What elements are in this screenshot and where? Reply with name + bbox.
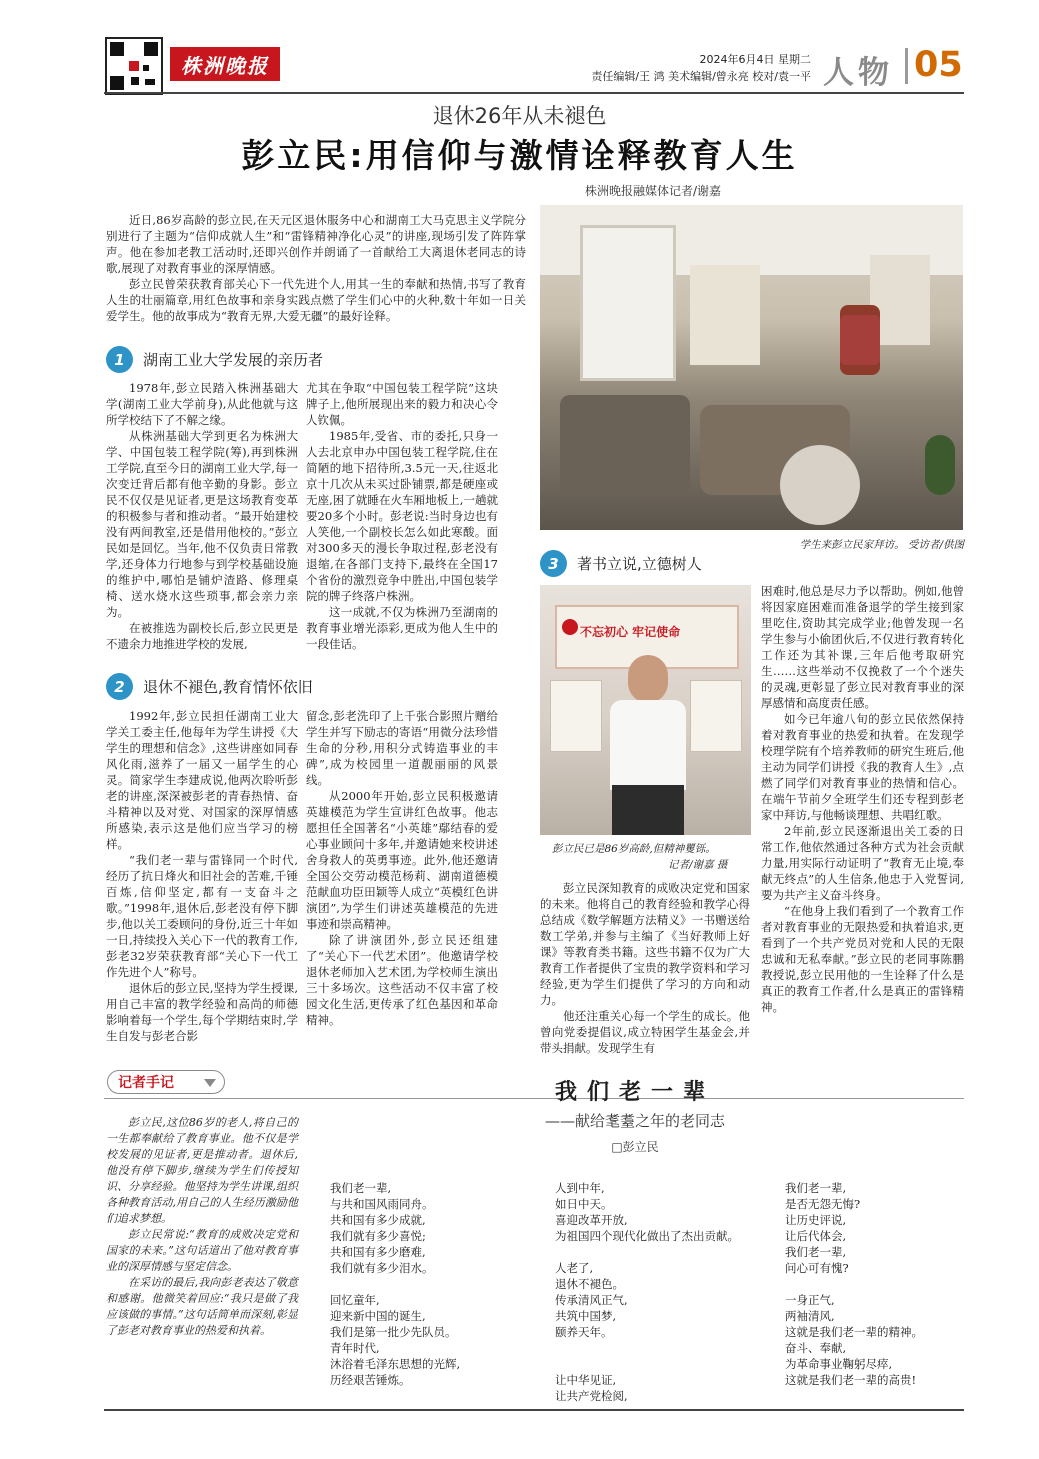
body-paragraph: 1992年,彭立民担任湖南工业大学关工委主任,他每年为学生讲授《大学生的理想和信念》,这些讲座如同春风化雨,滋养了一届又一届学生的心灵。简家学生李建成说,他两次聆听彭老的讲座,深深被彭老的青春热情、奋斗精神以及对党、对国家的深厚情感所感染,表示这是他们应当学习的榜样。 [106, 709, 298, 851]
poem-line: 我们老一辈, [785, 1245, 847, 1259]
poem-line: 迎来新中国的诞生, [330, 1309, 426, 1323]
poem-line: 两袖清风, [785, 1309, 835, 1323]
body-paragraph: 彭立民深知教育的成败决定党和国家的未来。他将自己的教育经验和教学心得总结成《数学解题方法精义》一书赠送给数工学弟,并参与主编了《当好教师上好课》等教育类书籍。这些书籍不仅为广大教育工作者提供了宝贵的教学资料和学习经验,更为学生们提供了学习的方向和动力。 [540, 881, 750, 1007]
poem-line: 让中华见证, [555, 1373, 617, 1387]
poem-line: 与共和国风雨同舟。 [330, 1197, 434, 1211]
section-1-col-a [106, 380, 298, 652]
poem-line: 让后代体会, [785, 1229, 847, 1243]
poem-subtitle: ——献给耄耋之年的老同志 [544, 1112, 725, 1130]
article-intro [106, 212, 526, 324]
body-paragraph: “在他身上我们看到了一个教育工作者对教育事业的无限热爱和执着追求,更看到了一个共产党员对党和人民的无限忠诚和无私奉献。”彭立民的老同事陈鹏教授说,彭立民用他的一生诠释了什么是真正的教育工作者,什么是真正的雷锋精神。 [761, 904, 964, 1014]
intro-paragraph: 彭立民曾荣获教育部关心下一代先进个人,用其一生的奉献和热情,书写了教育人生的壮丽篇章,用红色故事和亲身实践点燃了学生们心中的火种,数十年如一日关爱学生。他的故事成为“教育无界,大爱无疆”的最好诠释。 [106, 277, 526, 323]
top-rule [104, 92, 964, 94]
poem-line: 传承清风正气, [555, 1293, 628, 1307]
poem-line: 让共产党检阅, [555, 1389, 628, 1403]
poem-line: 共和国有多少磨难, [330, 1245, 426, 1259]
qr-code [105, 37, 163, 95]
notes-paragraph: 彭立民,这位86岁的老人,将自己的一生都奉献给了教育事业。他不仅是学校发展的见证者,更是推动者。退休后,他没有停下脚步,继续为学生们传授知识、分享经验。他坚持为学生讲课,组织各种教育活动,用自己的人生经历激励他们追求梦想。 [106, 1116, 298, 1225]
article-kicker: 退休26年从未褪色 [432, 104, 607, 128]
poem-line: 问心可有愧? [785, 1261, 849, 1275]
notes-paragraph: 在采访的最后,我向彭老表达了敬意和感谢。他微笑着回应:“我只是做了我应该做的事情。”这句话简单而深刻,彰显了彭老对教育事业的热爱和执着。 [106, 1276, 298, 1337]
body-paragraph: 这一成就,不仅为株洲乃至湖南的教育事业增光添彩,更成为他人生中的一段佳话。 [306, 605, 498, 651]
body-paragraph: 困难时,他总是尽力予以帮助。例如,他曾将因家庭困难而准备退学的学生接到家里吃住,资助其完成学业;他曾发现一名学生参与小偷团伙后,不仅进行教育转化工作还为其补课,三年后他考取研究生……这些举动不仅挽救了一个个迷失的灵魂,更彰显了彭立民对教育事业的深厚感情和高度责任感。 [761, 584, 964, 710]
section-2-heading [106, 673, 313, 700]
body-paragraph: 1978年,彭立民踏入株洲基础大学(湖南工业大学前身),从此他就与这所学校结下了不解之缘。 [106, 381, 298, 427]
poem-column-2 [555, 1180, 765, 1404]
group-visit-photo [540, 205, 963, 530]
poem-line: 我们是第一批少先队员。 [330, 1325, 457, 1339]
portrait-photo [540, 585, 751, 835]
section-number-badge: 2 [106, 673, 133, 700]
poem-line: 共和国有多少成就, [330, 1213, 426, 1227]
poem-line: 我们老一辈, [330, 1181, 392, 1195]
poem-line: 一身正气, [785, 1293, 835, 1307]
poem-line: 我们就有多少泪水。 [330, 1261, 434, 1275]
body-paragraph: 除了讲演团外,彭立民还组建了“关心下一代艺术团”。他邀请学校退休老师加入艺术团,为学校师生演出三十多场次。这些活动不仅丰富了校园文化生活,更传承了红色基因和革命精神。 [306, 933, 498, 1027]
poem-line: 历经艰苦锤炼。 [330, 1373, 411, 1387]
poem-line: 颐养天年。 [555, 1325, 613, 1339]
poem-column-1 [330, 1180, 510, 1388]
poem-title: 我们老一辈 [554, 1079, 715, 1105]
body-paragraph: 留念,彭老洗印了上千张合影照片赠给学生并写下励志的寄语“用微分法珍惜生命的分秒,用积分式铸造事业的丰碑”,成为校园里一道靓丽丽的风景线。 [306, 709, 498, 787]
body-paragraph: 从株洲基础大学到更名为株洲大学、中国包装工程学院(筹),再到株洲工学院,直至今日的湖南工业大学,每一次变迁背后都有他辛勤的身影。彭立民不仅仅是见证者,更是这场教育变革的积极参与者和推动者。“最开始建校没有两间教室,还是借用他校的。”彭立民如是回忆。当年,他不仅负责日常教学,还身体力行地参与到学校基础设施的维护中,哪怕是铺炉渣路、修理桌椅、送水烧水这些琐事,都会亲力亲为。 [106, 429, 298, 619]
section-3-right-col [761, 583, 964, 1015]
poem-line: 沐浴着毛泽东思想的光辉, [330, 1357, 461, 1371]
poem-line: 为祖国四个现代化做出了杰出贡献。 [555, 1229, 739, 1243]
article-byline: 株洲晚报融媒体记者/谢嘉 [584, 184, 721, 198]
poem-author: □彭立民 [611, 1140, 659, 1154]
poem-line: 人到中年, [555, 1181, 605, 1195]
poem-line: 人老了, [555, 1261, 594, 1275]
poem-line: 青年时代, [330, 1341, 380, 1355]
newspaper-logo: 株洲晚报 [170, 47, 280, 81]
section-title: 退休不褪色,教育情怀依旧 [143, 678, 313, 696]
page-number: 05 [914, 45, 963, 85]
photo-caption: 学生来彭立民家拜访。 受访者/供图 [799, 539, 964, 551]
section-number-badge: 3 [540, 550, 567, 577]
poem-line: 是否无怨无悔? [785, 1197, 861, 1211]
chevron-down-icon [204, 1079, 216, 1087]
notes-tag-label: 记者手记 [118, 1075, 174, 1091]
poem-line: 退休不褪色。 [555, 1277, 624, 1291]
reporter-notes [106, 1115, 298, 1339]
body-paragraph: 2年前,彭立民逐渐退出关工委的日常工作,他依然通过各种方式为社会贡献力量,用实际行动证明了“教育无止境,奉献无终点”的人生信条,他忠于入党誓词,要为共产主义奋斗终身。 [761, 824, 964, 902]
body-paragraph: 在被推选为副校长后,彭立民更是不遗余力地推进学校的发展, [106, 621, 298, 651]
poem-line: 回忆童年, [330, 1293, 380, 1307]
poem-line: 如日中天。 [555, 1197, 613, 1211]
body-paragraph: 如今已年逾八旬的彭立民依然保持着对教育事业的热爱和执着。在发现学校理学院有个培养教师的研究生班后,他主动为同学们讲授《我的教育人生》,点燃了同学们对教育事业的热情和信心。在端午节前夕全班学生们还专程到彭老家中拜访,与他畅谈理想、共唱红歌。 [761, 712, 964, 822]
section-3-below-photo [540, 880, 750, 1056]
portrait-caption: 彭立民已是86岁高龄,但精神矍铄。 [552, 843, 716, 855]
section-number-badge: 1 [106, 346, 133, 373]
party-banner-text: 不忘初心 牢记使命 [580, 625, 681, 639]
body-paragraph: 退休后的彭立民,坚持为学生授课,用自己丰富的教学经验和高尚的师德影响着每一个学生,每个学期结束时,学生自发与彭老合影 [106, 981, 298, 1043]
issue-date: 2024年6月4日 星期二 [699, 53, 811, 66]
section-3-heading [540, 550, 702, 577]
poem-line: 共筑中国梦, [555, 1309, 617, 1323]
poem-line: 我们老一辈, [785, 1181, 847, 1195]
section-1-heading [106, 346, 323, 373]
section-name: 人物 [823, 55, 893, 91]
notes-paragraph: 彭立民常说:“教育的成败决定党和国家的未来。”这句话道出了他对教育事业的深厚情感与坚定信念。 [106, 1228, 298, 1273]
portrait-credit: 记者/谢嘉 摄 [668, 859, 728, 871]
body-paragraph: 他还注重关心每一个学生的成长。他曾向党委提倡议,成立特困学生基金会,并带头捐献。发现学生有 [540, 1009, 750, 1055]
poem-line: 我们就有多少喜悦; [330, 1229, 426, 1243]
section-2-col-b [306, 708, 498, 1028]
poem-line: 让历史评说, [785, 1213, 847, 1227]
notes-tag [107, 1070, 225, 1094]
section-divider [905, 48, 908, 84]
article-headline: 彭立民:用信仰与激情诠释教育人生 [241, 136, 798, 175]
body-paragraph: 1985年,受省、市的委托,只身一人去北京申办中国包装工程学院,住在简陋的地下招待所,3.5元一天,往返北京十几次从未买过卧铺票,都是硬座或无座,困了就睡在火车厢地板上,一趟就要20多个小时。彭老说:当时身边也有人笑他,一个副校长怎么如此寒酸。面对300多天的漫长争取过程,彭老没有退缩,在各部门支持下,最终在全国17个省份的激烈竞争中胜出,中国包装学院的牌子终落户株洲。 [306, 429, 498, 603]
poem-line: 喜迎改革开放, [555, 1213, 628, 1227]
section-1-col-b [306, 380, 498, 652]
section-title: 著书立说,立德树人 [577, 555, 702, 573]
poem-line: 这就是我们老一辈的高贵! [785, 1373, 917, 1387]
editor-credits: 责任编辑/王 鸿 美术编辑/曾永亮 校对/袁一平 [591, 70, 811, 83]
bottom-rule [104, 1409, 964, 1411]
body-paragraph: 从2000年开始,彭立民积极邀请英雄模范为学生宣讲红色故事。他志愿担任全国著名“小英雄”鄢结春的爱心事业顾问十多年,并邀请她来校讲述舍身救人的英勇事迹。此外,他还邀请全国公交劳动模范杨莉、湖南道德模范献血功臣田颖等人成立“英模红色讲演团”,为学生们讲述英雄模范的先进事迹和崇高精神。 [306, 789, 498, 931]
section-title: 湖南工业大学发展的亲历者 [143, 351, 324, 369]
poem-line: 奋斗、奉献, [785, 1341, 847, 1355]
section-2-col-a [106, 708, 298, 1044]
intro-paragraph: 近日,86岁高龄的彭立民,在天元区退休服务中心和湖南工大马克思主义学院分别进行了主题为“信仰成就人生”和“雷锋精神净化心灵”的讲座,现场引发了阵阵掌声。他在参加老教工活动时,还即兴创作并朗诵了一首献给工大离退休老同志的诗歌,展现了对教育事业的深厚情感。 [106, 213, 526, 275]
poem-column-3 [785, 1180, 960, 1388]
poem-line: 这就是我们老一辈的精神。 [785, 1325, 923, 1339]
poem-line: 为革命事业鞠躬尽瘁, [785, 1357, 893, 1371]
body-paragraph: 尤其在争取“中国包装工程学院”这块牌子上,他所展现出来的毅力和决心令人钦佩。 [306, 381, 498, 427]
body-paragraph: “我们老一辈与雷锋同一个时代,经历了抗日烽火和旧社会的苦难,千锤百炼,信仰坚定,都有一支奋斗之歌。”1998年,退休后,彭老没有停下脚步,他以关工委顾问的身份,近三十年如一日,持续投入关心下一代的教育工作,彭老32岁荣获教育部“关心下一代工作先进个人”称号。 [106, 853, 298, 979]
